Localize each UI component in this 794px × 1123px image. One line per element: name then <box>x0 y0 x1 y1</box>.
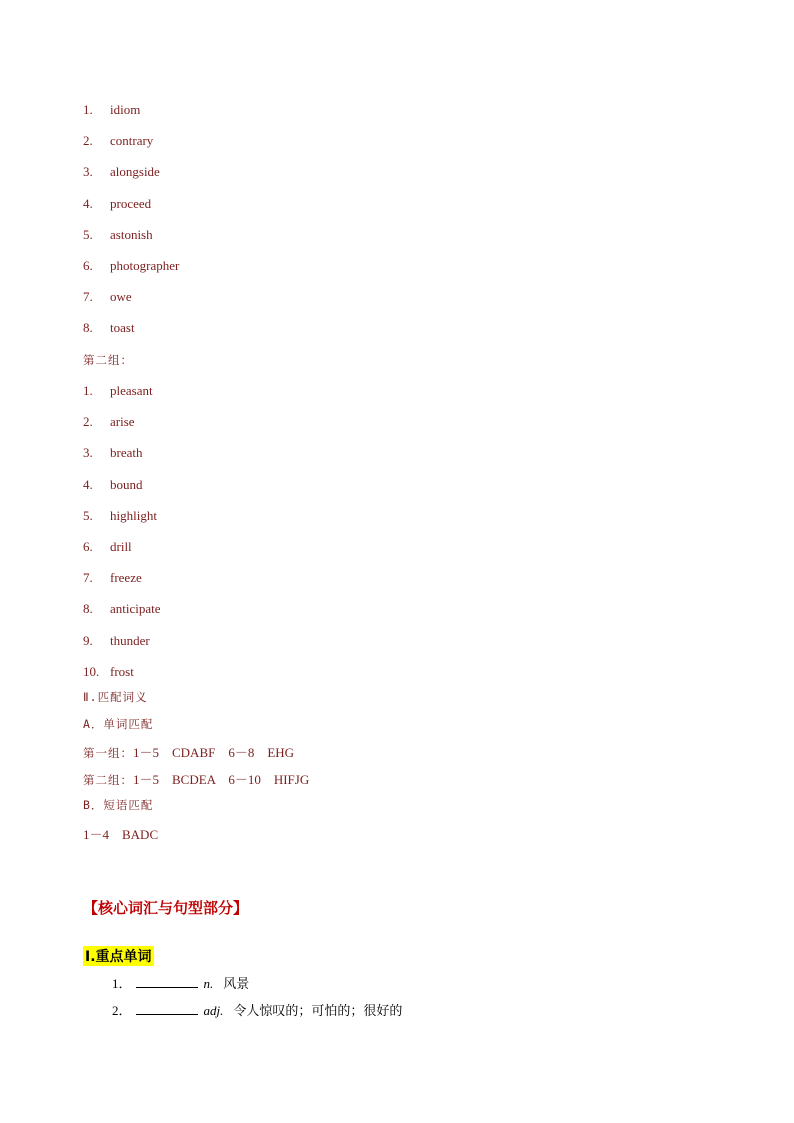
list-item: 5. astonish <box>83 226 153 242</box>
core-section-title: 【核心词汇与句型部分】 <box>83 899 249 917</box>
word-matching-title: A．单词匹配 <box>83 717 154 731</box>
list-item: 7. freeze <box>83 570 142 586</box>
answer-blank[interactable] <box>136 975 198 988</box>
matching-title: Ⅱ.匹配词义 <box>83 690 148 704</box>
list-item: 4. bound <box>83 476 143 492</box>
list-item: 3. breath <box>83 445 143 461</box>
group1-list <box>83 101 179 351</box>
phrase-answer-line: 1－4 BADC <box>83 827 159 842</box>
group1-answer-line: 第一组：1－5 CDABF 6－8 EHG <box>83 745 295 760</box>
list-item: 5. highlight <box>83 507 157 523</box>
vocab-item: 2． adj. 令人惊叹的；可怕的；很好的 <box>112 1003 403 1019</box>
list-item: 1. idiom <box>83 102 141 117</box>
answer-blank[interactable] <box>136 1002 198 1015</box>
group2-answer-line: 第二组：1－5 BCDEA 6－10 HIFJG <box>83 772 310 787</box>
phrase-matching-title: B．短语匹配 <box>83 798 154 812</box>
list-item: 1. pleasant <box>83 383 153 398</box>
group2-list <box>83 382 161 694</box>
list-item: 10. frost <box>83 663 134 679</box>
vocab-item: 1． n. 风景 <box>112 976 250 992</box>
key-words-title: Ⅰ.重点单词 <box>83 946 154 966</box>
list-item: 8. anticipate <box>83 601 161 617</box>
list-item: 3. alongside <box>83 164 160 180</box>
group2-heading: 第二组： <box>83 353 133 367</box>
list-item: 6. drill <box>83 538 132 554</box>
list-item: 4. proceed <box>83 195 152 211</box>
list-item: 6. photographer <box>83 257 180 273</box>
list-item: 2. contrary <box>83 133 154 149</box>
list-item: 2. arise <box>83 414 135 430</box>
list-item: 9. thunder <box>83 632 150 648</box>
list-item: 8. toast <box>83 320 135 336</box>
list-item: 7. owe <box>83 289 132 305</box>
